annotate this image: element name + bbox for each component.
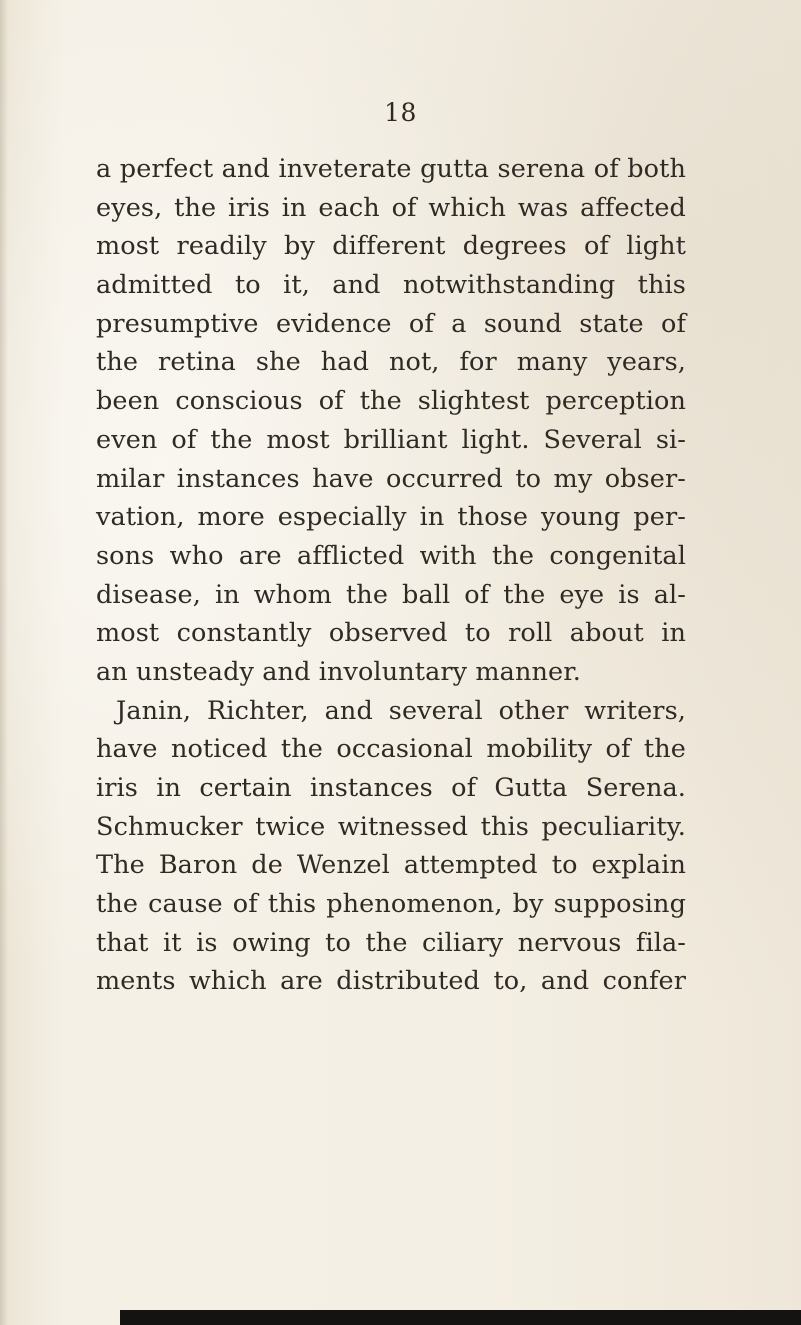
- text-line: a perfect and inveterate gutta serena of both: [96, 154, 686, 184]
- text-line: iris in certain instances of Gutta Serena.: [96, 773, 686, 803]
- text-line: have noticed the occasional mobility of the: [96, 734, 686, 765]
- text-line: most readily by different degrees of light: [96, 231, 686, 262]
- text-line: vation, more especially in those young per-: [96, 502, 686, 533]
- text-line: disease, in whom the ball of the eye is al-: [96, 579, 686, 610]
- text-line: admitted to it, and notwithstanding this: [96, 270, 686, 301]
- text-line: sons who are afflicted with the congenital: [96, 540, 686, 571]
- text-line: the cause of this phenomenon, by supposing: [96, 889, 686, 920]
- body-text: [96, 150, 686, 1001]
- text-line: been conscious of the slightest perception: [96, 386, 686, 417]
- text-line: most constantly observed to roll about in: [96, 618, 686, 649]
- page-number: 18: [384, 98, 417, 127]
- text-line-paragraph-end: an unsteady and involuntary manner.: [96, 656, 581, 687]
- bottom-scan-edge: [120, 1310, 801, 1325]
- text-line: Schmucker twice witnessed this peculiarity.: [96, 811, 686, 842]
- text-line: milar instances have occurred to my obser-: [96, 463, 686, 494]
- text-line: that it is owing to the ciliary nervous fila-: [96, 927, 686, 958]
- text-line: The Baron de Wenzel attempted to explain: [96, 850, 686, 881]
- text-line-paragraph-start: Janin, Richter, and several other writers,: [116, 695, 686, 726]
- text-line: even of the most brilliant light. Several si-: [96, 424, 686, 455]
- page-edge-shadow: [0, 0, 8, 1325]
- text-line: eyes, the iris in each of which was affected: [96, 192, 686, 223]
- text-line: ments which are distributed to, and confer: [96, 966, 686, 997]
- text-line: presumptive evidence of a sound state of: [96, 308, 686, 339]
- text-line: the retina she had not, for many years,: [96, 347, 686, 378]
